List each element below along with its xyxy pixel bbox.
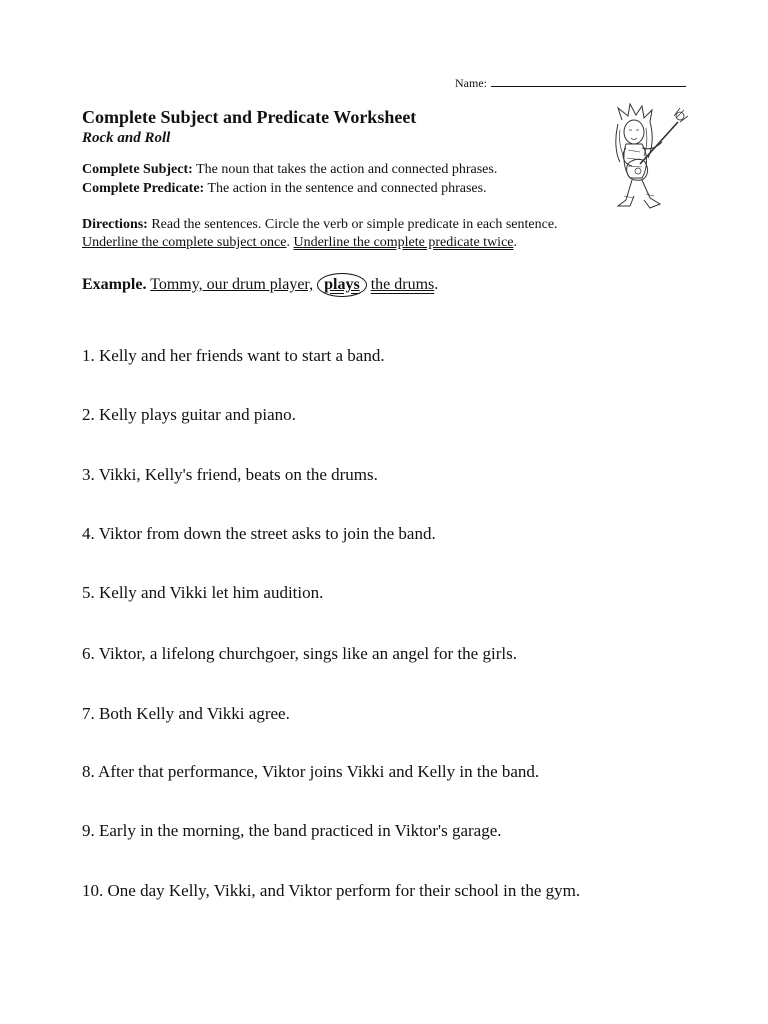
subject-definition: The noun that takes the action and connected phrases.: [196, 162, 498, 177]
directions-term: Directions:: [82, 217, 148, 232]
sentence-5[interactable]: 5. Kelly and Vikki let him audition.: [82, 583, 324, 602]
directions-underline-once: Underline the complete subject once: [82, 235, 287, 250]
directions-separator: .: [286, 235, 294, 250]
sentence-10[interactable]: 10. One day Kelly, Vikki, and Viktor perform for their school in the gym.: [82, 881, 581, 900]
directions-end: .: [513, 235, 517, 250]
sentence-3[interactable]: 3. Vikki, Kelly's friend, beats on the drums.: [82, 465, 378, 484]
name-label: Name:: [455, 76, 487, 90]
worksheet-subtitle: Rock and Roll: [82, 130, 171, 146]
directions-text: Read the sentences. Circle the verb or simple predicate in each sentence.: [151, 217, 558, 232]
sentence-2[interactable]: 2. Kelly plays guitar and piano.: [82, 405, 296, 424]
rock-guitarist-illustration: [600, 100, 692, 220]
name-blank-line[interactable]: [491, 74, 686, 87]
worksheet-title: Complete Subject and Predicate Worksheet: [82, 107, 417, 127]
subject-term: Complete Subject:: [82, 162, 193, 177]
example-end: .: [434, 276, 439, 293]
directions: [82, 216, 662, 252]
example-label: Example.: [82, 276, 147, 293]
sentence-6[interactable]: 6. Viktor, a lifelong churchgoer, sings like an angel for the girls.: [82, 644, 517, 663]
sentence-4[interactable]: 4. Viktor from down the street asks to join the band.: [82, 524, 436, 543]
example-verb-circled: plays: [317, 273, 367, 297]
example-sentence: [82, 276, 438, 294]
sentence-7[interactable]: 7. Both Kelly and Vikki agree.: [82, 704, 290, 723]
directions-underline-twice: Underline the complete predicate twice: [293, 235, 514, 250]
sentence-9[interactable]: 9. Early in the morning, the band practiced in Viktor's garage.: [82, 821, 502, 840]
definition-predicate: [82, 181, 487, 197]
sentence-1[interactable]: 1. Kelly and her friends want to start a band.: [82, 346, 385, 365]
name-field[interactable]: [455, 74, 686, 91]
definition-subject: [82, 162, 497, 178]
predicate-definition: The action in the sentence and connected phrases.: [207, 181, 487, 196]
predicate-term: Complete Predicate:: [82, 181, 205, 196]
example-subject: Tommy, our drum player,: [150, 276, 314, 293]
example-predicate-rest: the drums: [370, 276, 435, 293]
sentence-8[interactable]: 8. After that performance, Viktor joins Vikki and Kelly in the band.: [82, 762, 540, 781]
